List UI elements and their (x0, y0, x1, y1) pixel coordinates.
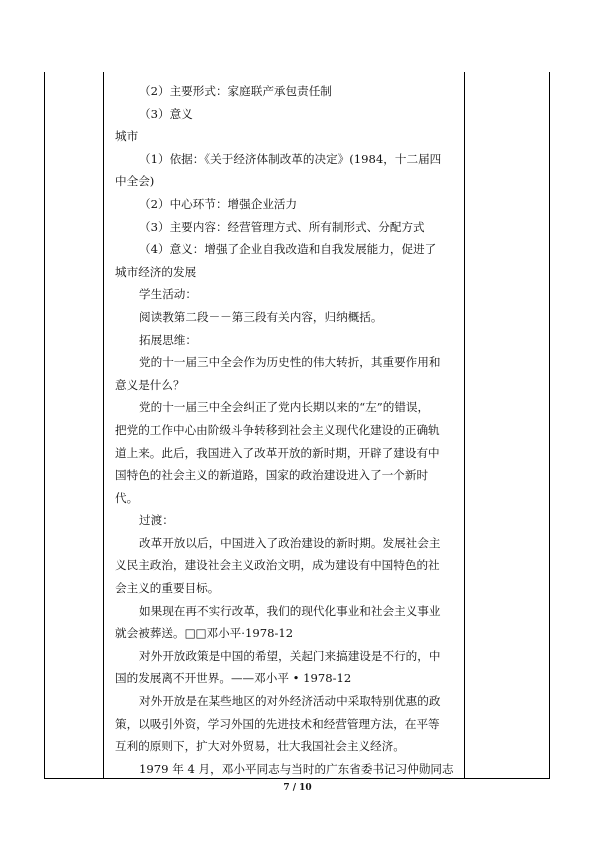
text-line: 义民主政治，建设社会主义政治文明，成为建设有中国特色的社 (115, 558, 440, 573)
text-line: 如果现在再不实行改革，我们的现代化事业和社会主义事业 (139, 603, 441, 618)
text-line: 国的发展离不开世界。——邓小平 • 1978-12 (115, 671, 352, 686)
lesson-content (103, 80, 459, 780)
text-line: 城市经济的发展 (115, 264, 197, 279)
text-line: 中全会) (115, 174, 155, 189)
text-line: （1）依据：《关于经济体制改革的决定》(1984，十二届四 (139, 151, 442, 166)
text-line: （2）主要形式：家庭联产承包责任制 (139, 84, 332, 98)
text-line: 阅读教第二段－－第三段有关内容，归纳概括。 (139, 309, 383, 324)
text-line: 互利的原则下，扩大对外贸易，壮大我国社会主义经济。 (115, 739, 405, 754)
text-line: （4）意义：增强了企业自我改造和自我发展能力，促进了 (139, 242, 437, 257)
section-heading: 过渡： (139, 513, 174, 528)
text-line: （3）主要内容：经营管理方式、所有制形式、分配方式 (139, 219, 425, 234)
text-line: （3）意义 (139, 106, 193, 121)
text-line: 会主义的重要目标。 (115, 581, 220, 596)
table-column-divider-right (464, 72, 465, 778)
section-heading: 城市 (115, 129, 139, 144)
text-line: 意义是什么？ (115, 377, 185, 392)
text-line: 党的十一届三中全会纠正了党内长期以来的“左”的错误， (139, 400, 430, 415)
text-line: 改革开放以后，中国进入了政治建设的新时期。发展社会主 (139, 535, 441, 550)
text-line: 对外开放政策是中国的希望，关起门来搞建设是不行的，中 (139, 648, 441, 663)
text-line: 策，以吸引外资，学习外国的先进技术和经营管理方法，在平等 (115, 716, 440, 731)
text-line: （2）中心环节：增强企业活力 (139, 196, 298, 211)
text-line: 代。 (115, 490, 139, 505)
section-heading: 拓展思维： (139, 332, 197, 347)
text-line: 党的十一届三中全会作为历史性的伟大转折，其重要作用和 (139, 355, 441, 370)
text-line: 道上来。此后，我国进入了改革开放的新时期，开辟了建设有中 (115, 445, 440, 460)
page-number: 7 / 10 (283, 783, 312, 793)
text-line: 对外开放是在某些地区的对外经济活动中采取特别优惠的政 (139, 694, 441, 709)
text-line: 就会被葬送。□□邓小平·1978-12 (115, 626, 294, 641)
text-line: 把党的工作中心由阶级斗争转移到社会主义现代化建设的正确轨 (115, 422, 440, 437)
text-line: 1979 年 4 月，邓小平同志与当时的广东省委书记习仲勋同志 (139, 761, 454, 776)
text-line: 国特色的社会主义的新道路，国家的政治建设进入了一个新时 (115, 468, 429, 483)
section-heading: 学生活动： (139, 287, 197, 302)
